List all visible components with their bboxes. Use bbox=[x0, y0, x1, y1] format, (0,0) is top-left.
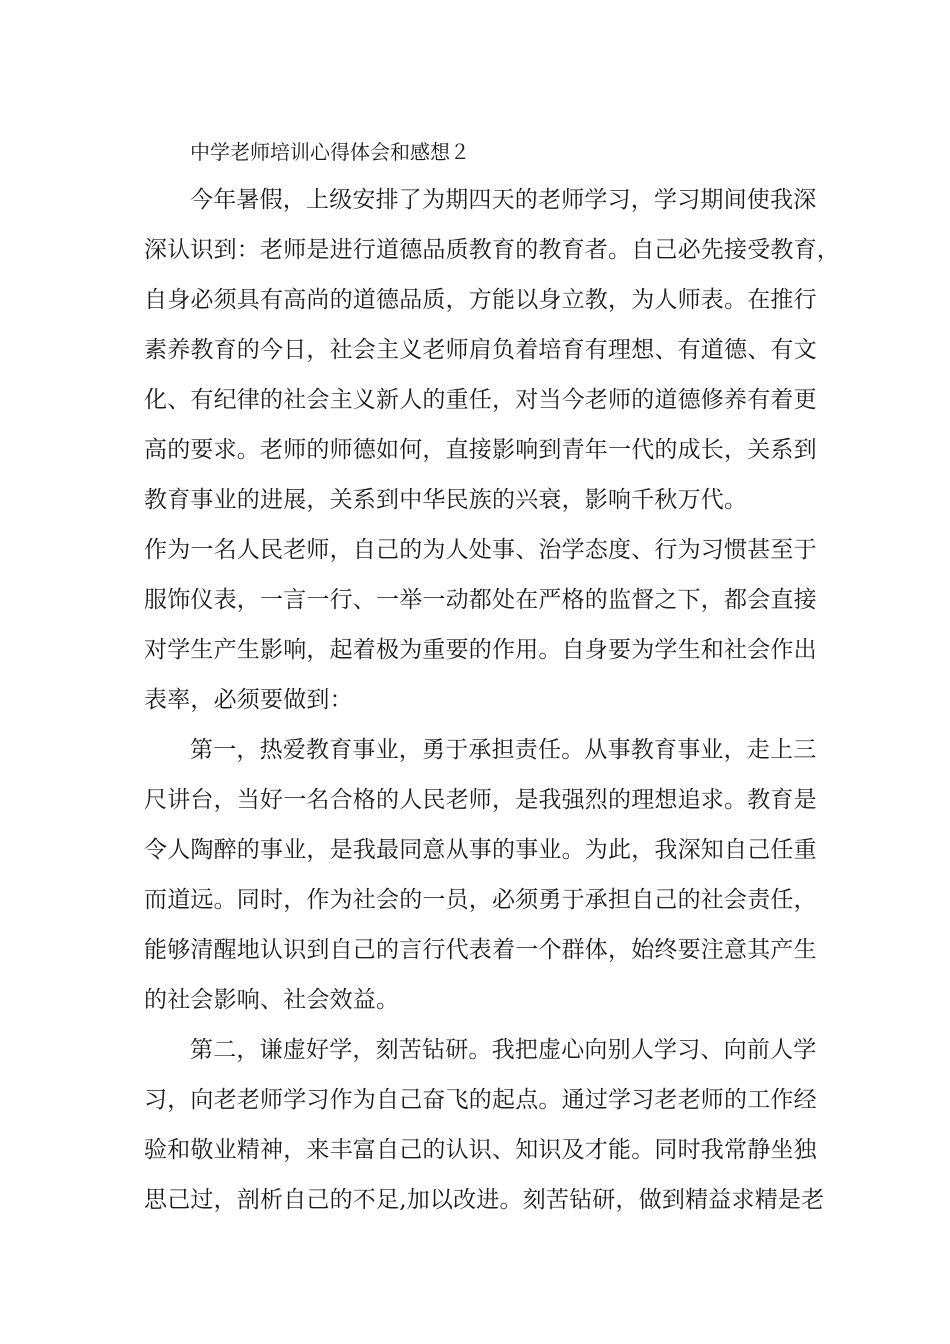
paragraph-line: 表率，必须要做到： bbox=[144, 687, 353, 713]
paragraph-line: 令人陶醉的事业，是我最同意从事的事业。为此，我深知自己任重 bbox=[144, 837, 817, 863]
paragraph-line: 素养教育的今日，社会主义老师肩负着培育有理想、有道德、有文 bbox=[144, 337, 817, 363]
paragraph-line: 第二，谦虚好学，刻苦钻研。我把虚心向别人学习、向前人学 bbox=[190, 1037, 817, 1063]
paragraph-line: 思己过，剖析自己的不足,加以改进。刻苦钻研，做到精益求精是老 bbox=[144, 1187, 825, 1213]
paragraph-line: 验和敬业精神，来丰富自己的认识、知识及才能。同时我常静坐独 bbox=[144, 1137, 817, 1163]
paragraph-line: 作为一名人民老师，自己的为人处事、治学态度、行为习惯甚至于 bbox=[144, 537, 817, 563]
paragraph-line: 高的要求。老师的师德如何，直接影响到青年一代的成长，关系到 bbox=[144, 437, 817, 463]
paragraph-line: 教育事业的进展，关系到中华民族的兴衰，影响千秋万代。 bbox=[144, 487, 748, 513]
paragraph-line: 对学生产生影响，起着极为重要的作用。自身要为学生和社会作出 bbox=[144, 637, 817, 663]
paragraph-line: 服饰仪表，一言一行、一举一动都处在严格的监督之下，都会直接 bbox=[144, 587, 817, 613]
paragraph-line: 的社会影响、社会效益。 bbox=[144, 987, 400, 1013]
document-title: 中学老师培训心得体会和感想２ bbox=[190, 140, 470, 164]
paragraph-line: 而道远。同时，作为社会的一员，必须勇于承担自己的社会责任， bbox=[144, 887, 817, 913]
paragraph-line: 自身必须具有高尚的道德品质，方能以身立教，为人师表。在推行 bbox=[144, 287, 817, 313]
paragraph-line: 今年暑假，上级安排了为期四天的老师学习，学习期间使我深 bbox=[190, 187, 817, 213]
paragraph-line: 习，向老老师学习作为自己奋飞的起点。通过学习老老师的工作经 bbox=[144, 1087, 817, 1113]
paragraph-line: 能够清醒地认识到自己的言行代表着一个群体，始终要注意其产生 bbox=[144, 937, 817, 963]
paragraph-line: 深认识到：老师是进行道德品质教育的教育者。自己必先接受教育， bbox=[144, 237, 840, 263]
paragraph-line: 化、有纪律的社会主义新人的重任，对当今老师的道德修养有着更 bbox=[144, 387, 817, 413]
paragraph-line: 第一，热爱教育事业，勇于承担责任。从事教育事业，走上三 bbox=[190, 737, 817, 763]
paragraph-line: 尺讲台，当好一名合格的人民老师，是我强烈的理想追求。教育是 bbox=[144, 787, 817, 813]
